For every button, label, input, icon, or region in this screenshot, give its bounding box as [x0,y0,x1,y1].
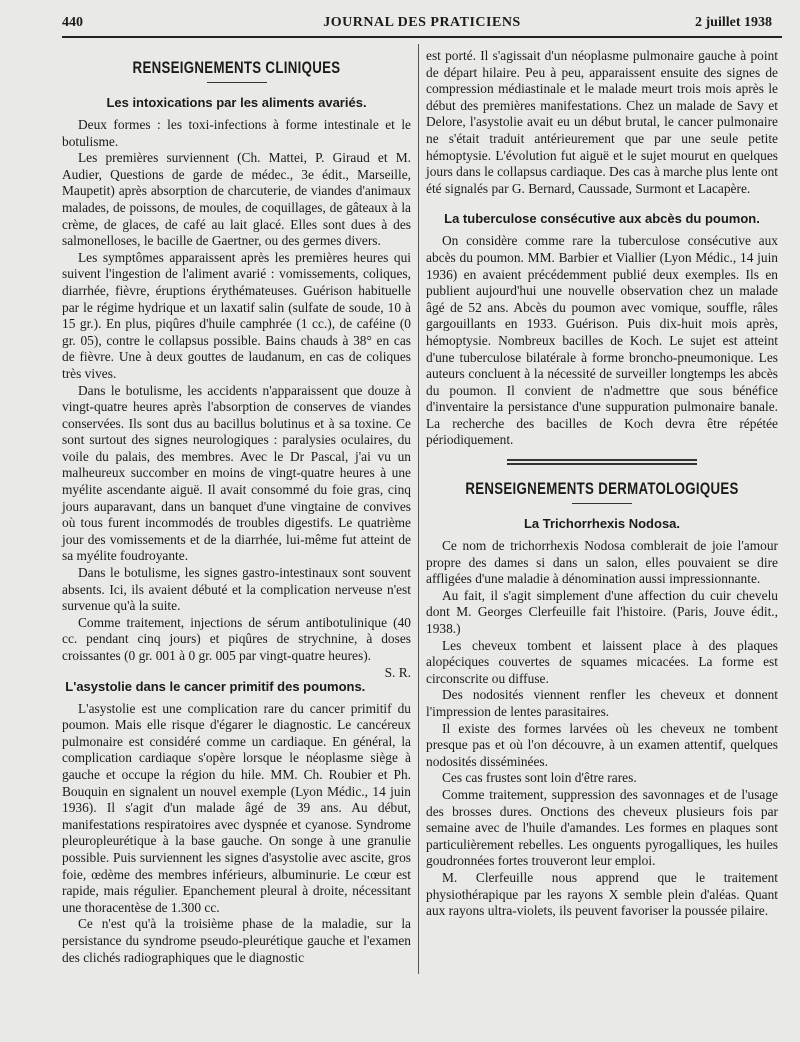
right-column [426,48,778,920]
paragraph: Il existe des formes larvées où les cheveux ne tombent presque pas et où l'on découvre, à un examen attentif, quelques nodosités disséminées. [426,720,778,769]
spacer [426,197,778,205]
column-divider [418,44,419,974]
paragraph-signed [62,614,411,680]
page-number: 440 [62,15,83,30]
paragraph: Les premières surviennent (Ch. Mattei, P. Giraud et M. Audier, Questions de garde de médec., 3e édit., Marseille, Maupetit) après absorption de charcuterie, de viandes d'animaux malades, de poissons, de moules, de coquillages, de gâteaux à la crème, de glaces, de café au lait glacé. Elles sont dues à des salmonelloses, le bacille de Gaertner, ou des germes divers. [62,150,411,249]
left-column [62,48,411,966]
paragraph: Comme traitement, suppression des savonnages et de l'usage des brosses dures. Onctions des cheveux plusieurs fois par semaine avec de l'huile d'amandes. Les formes en plaques sont particulièrement rebelles. Les onguents pyrogalliques, les huiles goudronnées fortes trouveront leur emploi. [426,786,778,869]
paragraph: Deux formes : les toxi-infections à forme intestinale et le botulisme. [62,117,411,149]
paragraph: Des nodosités viennent renfler les cheveux et donnent l'impression de lentes parasitaires. [426,687,778,719]
article-title-tuberculose: La tuberculose consécutive aux abcès du poumon. [444,211,760,227]
section-separator [507,459,697,465]
article-title-trichorrhexis: La Trichorrhexis Nodosa. [523,516,681,532]
author-signature: S. R. [384,664,411,680]
paragraph: M. Clerfeuille nous apprend que le traitement physiothérapique par les rayons X semble plein d'aléas. Quant aux rayons ultra-violets, ils peuvent favoriser la poussée pilaire. [426,869,778,919]
section-title-dermatologiques: RENSEIGNEMENTS DERMATOLOGIQUES [465,479,739,499]
paragraph: Au fait, il s'agit simplement d'une affection du cuir chevelu dont M. Georges Clerfeuille fait l'histoire. (Paris, Jouve édit., 1938.) [426,587,778,637]
paragraph-text: Comme traitement, injections de sérum antibotulinique (40 cc. pendant cinq jours) et piqûres de strychnine, à doses croissantes (0 gr. 001 à 0 gr. 005 par vingt-quatre heures). [62,614,411,663]
article-title-intoxications: Les intoxications par les aliments avariés. [106,95,367,110]
paragraph: Dans le botulisme, les accidents n'apparaissent que douze à vingt-quatre heures après l'absorption de conserves de viandes conservées. Ils sont dus au bacillus bolutinus et à sa toxine. Ce sont surtout des signes neurologiques : paralysies oculaires, du voile du palais, des membres. Avec le Dr Pascal, j'ai vu un malheureux succomber en moins de vingt-quatre heures à une myélite ascendante aiguë. Il avait consommé du foie gras, cinq jours auparavant, dans un banquet d'une vingtaine de convives où tous furent incommodés de troubles digestifs. Le quatrième jour des vomissements et de la diarrhée, lui-même fut atteint de sa myélite foudroyante. [62,382,411,564]
spacer [62,665,411,673]
title-underline [572,503,632,504]
title-underline [207,82,267,83]
paragraph: Dans le botulisme, les signes gastro-intestinaux sont souvent absents. Ici, ils avaient débuté et la complication nerveuse n'est survenue qu'à la suite. [62,565,411,614]
article-title-asystolie: L'asystolie dans le cancer primitif des poumons. [65,678,366,694]
paragraph: Ce nom de trichorrhexis Nodosa comblerait de joie l'amour propre des dames si dans un salon, elles pouvaient se dire affligées d'une maladie à dénomination aussi impressionnante. [426,538,778,587]
paragraph: Les symptômes apparaissent après les premières heures qui suivent l'ingestion de l'aliment avarié : vomissements, coliques, diarrhée, fièvre, éruptions érythémateuses. Guérison habituelle par le régime hydrique et un laxatif salin (sulfate de soude, 10 à 15 gr.). En plus, piqûres d'huile camphrée (1 cc.), de caféine (0 gr. 05), contre le collapsus possible. Bains chauds à 38° en cas de fièvre. Une à deux gouttes de laudanum, en cas de coliques très vives. [62,249,411,381]
issue-date: 2 juillet 1938 [695,15,772,30]
paragraph: Les cheveux tombent et laissent place à des plaques alopéciques couvertes de squames micacées. La forme est circonscrite ou diffuse. [426,637,778,686]
paragraph: L'asystolie est une complication rare du cancer primitif du poumon. Mais elle risque d'égarer le diagnostic. Le cancéreux pulmonaire est considéré comme un cardiaque. En général, la complication cardiaque s'opère lorsque le néoplasme siège à gauche et occupe la région du hile. MM. Ch. Roubier et Ph. Bouquin en signalent un nouvel exemple (Lyon Médic., 14 juin 1936). Il s'agit d'un malade âgé de 39 ans. Au début, manifestations respiratoires avec dyspnée et cyanose. Syndrome pleuropleurétique à la base gauche. On songe à une granulie possible. Puis surviennent les signes d'asystolie avec ascite, gros foie, œdème des membres inférieurs, albuminurie. Le cœur est rapide, mais régulier. Epanchement pleural à droite, nécessitant une thoracentèse de 1.300 cc. [62,700,411,915]
journal-title: JOURNAL DES PRATICIENS [323,15,521,30]
paragraph: Ce n'est qu'à la troisième phase de la maladie, sur la persistance du syndrome pseudo-pleurétique gauche et l'examen des clichés radiographiques que le diagnostic [62,916,411,965]
running-header [62,14,782,38]
paragraph: On considère comme rare la tuberculose consécutive aux abcès du poumon. MM. Barbier et Viallier (Lyon Médic., 14 juin 1936) en avaient précédemment publié deux exemples. Ils en publient aujourd'hui une nouvelle observation chez un malade âgé de 52 ans. Abcès du poumon avec vomique, souffle, râles gargouillants en 1933. Guérison. Puis dix-huit mois après, hémoptysie. Nombreux bacilles de Koch. Le sujet est atteint d'une tuberculose bilatérale à forme broncho-pneumonique. Les auteurs concluent à la nécessité de surveiller longtemps les abcès du poumon. Il convient de n'admettre que sous bénéfice d'inventaire la persistance d'une suppuration pulmonaire banale. La recherche des bacilles de Koch devra être répétée périodiquement. [426,233,778,448]
section-title-cliniques: RENSEIGNEMENTS CLINIQUES [132,58,341,77]
paragraph-continued: est porté. Il s'agissait d'un néoplasme pulmonaire gauche à point de départ hilaire. Peu à peu, apparaissent ensuite des signes de compression médiastinale et le malade meurt trois mois après le début des premières manifestations. Chez un malade de Savy et Delore, l'asystolie avait eu un début brutal, le cancer pulmonaire ne s'était traduit antérieurement que par une seule petite hémoptysie. L'évolution fut aiguë et le sujet mourut en quelques jours dans le collapsus cardiaque. Des cas à marche plus lente ont été signalés par G. Bernard, Caussade, Surmont et Lacapère. [426,48,778,196]
paragraph: Ces cas frustes sont loin d'être rares. [442,770,637,786]
